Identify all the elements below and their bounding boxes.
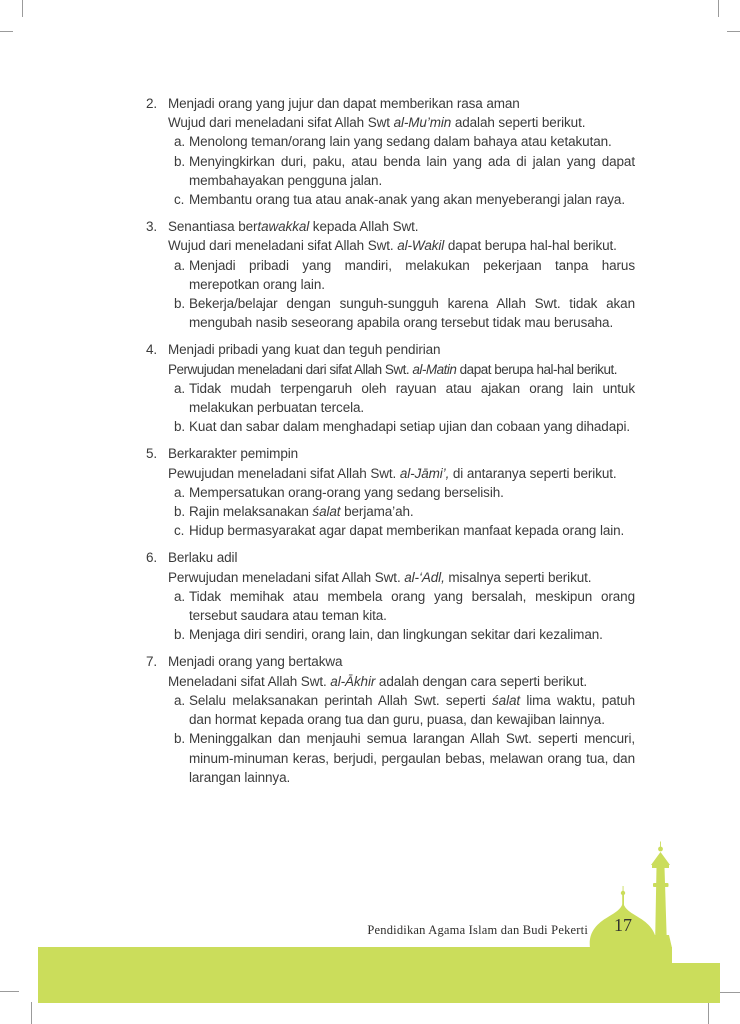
sub-item <box>174 417 635 436</box>
sub-letter: a. <box>174 134 186 150</box>
intro-text: Pewujudan meneladani sifat Allah Swt. <box>168 465 400 481</box>
sub-text <box>189 294 635 332</box>
arabic-term: śalat <box>312 504 341 520</box>
item-title <box>168 94 635 113</box>
item-title <box>168 444 635 463</box>
sub-letter: b. <box>174 296 186 312</box>
sub-text <box>189 256 635 294</box>
title-text: Berlaku adil <box>168 550 238 566</box>
sub-item <box>174 152 635 190</box>
sub-text-run: Tidak mudah terpengaruh oleh rayuan atau ajakan orang lain untuk melakukan perbuatan tercela. <box>189 380 635 416</box>
sub-text-run: Menjadi pribadi yang mandiri, melakukan pekerjaan tanpa harus merepotkan orang lain. <box>189 257 635 292</box>
item-intro <box>168 360 635 379</box>
sub-list <box>174 379 635 437</box>
sub-item <box>174 521 635 540</box>
intro-text: adalah seperti berikut. <box>451 115 586 131</box>
item-intro <box>168 113 635 132</box>
sub-list <box>174 587 635 645</box>
sub-list <box>174 483 635 541</box>
sub-text <box>189 152 635 190</box>
item-title <box>168 340 635 359</box>
sub-item <box>174 483 635 502</box>
arabic-term: tawakkal <box>257 219 310 235</box>
sub-item <box>174 625 635 644</box>
crop-mark-top-right-vertical <box>718 0 719 17</box>
title-text: Menjadi orang yang bertakwa <box>168 654 343 670</box>
arabic-term: al-Ākhir <box>330 673 376 689</box>
sub-text-run: Selalu melaksanakan perintah Allah Swt. seperti <box>189 692 493 708</box>
list-item-6 <box>146 548 635 644</box>
crop-mark-top-left-vertical <box>22 0 23 17</box>
sub-list <box>174 691 635 787</box>
sub-list <box>174 256 635 333</box>
sub-letter: b. <box>174 627 186 643</box>
sub-letter: a. <box>174 380 186 396</box>
sub-text <box>189 587 635 625</box>
sub-item <box>174 587 635 625</box>
sub-letter: a. <box>174 588 186 604</box>
intro-text: Perwujudan meneladani dari sifat Allah Swt. <box>168 361 413 377</box>
page-number: 17 <box>614 915 632 935</box>
item-number: 7. <box>146 654 158 670</box>
list-item-4 <box>146 340 635 436</box>
sub-letter: b. <box>174 419 186 435</box>
sub-text-run: Menyingkirkan duri, paku, atau benda lain yang ada di jalan yang dapat membahayakan pengguna jalan. <box>189 153 635 188</box>
arabic-term: al-‘Adl, <box>404 569 445 585</box>
item-intro <box>168 568 635 587</box>
title-text: Menjadi pribadi yang kuat dan teguh pendirian <box>168 342 441 358</box>
sub-text-run: Hidup bermasyarakat agar dapat memberikan manfaat kepada orang lain. <box>189 523 625 539</box>
sub-text <box>189 729 635 787</box>
sub-letter: a. <box>174 257 186 273</box>
title-text: Menjadi orang yang jujur dan dapat memberikan rasa aman <box>168 96 520 111</box>
intro-text: Perwujudan meneladani sifat Allah Swt. <box>168 569 405 585</box>
sub-text <box>189 502 635 521</box>
sub-text-run: Mempersatukan orang-orang yang sedang berselisih. <box>189 484 504 500</box>
sub-text-run: Tidak memihak atau membela orang yang bersalah, meskipun orang tersebut saudara atau teman kita. <box>189 588 635 624</box>
sub-letter: a. <box>174 484 186 500</box>
content-area <box>146 94 635 795</box>
arabic-term: al-Matin <box>412 361 457 377</box>
sub-item <box>174 132 635 151</box>
item-number: 6. <box>146 550 158 566</box>
intro-text: Wujud dari meneladani sifat Allah Swt. <box>168 238 398 254</box>
sub-text <box>189 190 635 209</box>
item-intro <box>168 236 635 255</box>
item-number: 4. <box>146 342 158 358</box>
sub-letter: a. <box>174 692 186 708</box>
sub-text <box>189 483 635 502</box>
item-number: 3. <box>146 219 158 235</box>
footer-book-title: Pendidikan Agama Islam dan Budi Pekerti <box>367 923 588 937</box>
item-number: 5. <box>146 446 158 462</box>
sub-letter: c. <box>174 192 185 208</box>
title-text: kepada Allah Swt. <box>309 219 419 235</box>
arabic-term: śalat <box>492 692 521 708</box>
sub-text <box>189 521 635 540</box>
arabic-term: al-Mu’min <box>393 115 452 131</box>
sub-text <box>189 625 635 644</box>
crop-mark-top-left-horizontal <box>0 31 13 32</box>
item-title <box>168 548 635 567</box>
sub-letter: c. <box>174 523 185 539</box>
sub-text-run: Bekerja/belajar dengan sunguh-sungguh karena Allah Swt. tidak akan mengubah nasib seseorang apabila orang tersebut tidak mau berusaha. <box>189 296 635 331</box>
intro-text: Meneladani sifat Allah Swt. <box>168 673 331 689</box>
sub-letter: b. <box>174 153 186 169</box>
intro-text: Wujud dari meneladani sifat Allah Swt <box>168 115 394 131</box>
footer-bar <box>38 947 672 1003</box>
title-text: Senantiasa ber <box>168 219 258 235</box>
intro-text: misalnya seperti berikut. <box>444 569 592 585</box>
intro-text: dapat berupa hal-hal berikut. <box>444 238 617 254</box>
sub-list <box>174 132 635 209</box>
sub-text-run: Kuat dan sabar dalam menghadapi setiap ujian dan cobaan yang dihadapi. <box>189 419 631 435</box>
intro-text: adalah dengan cara seperti berikut. <box>375 673 588 689</box>
arabic-term: al-Jāmi’, <box>399 465 450 481</box>
sub-letter: b. <box>174 731 186 747</box>
sub-item <box>174 729 635 787</box>
sub-text <box>189 417 635 436</box>
sub-text-run: Meninggalkan dan menjauhi semua larangan Allah Swt. seperti mencuri, minum-minuman keras, berjudi, pergaulan bebas, melawan orang tua, dan larangan lainnya. <box>189 731 635 785</box>
arabic-term: al-Wakil <box>397 238 445 254</box>
intro-text: di antaranya seperti berikut. <box>449 465 617 481</box>
sub-text <box>189 132 635 151</box>
sub-text <box>189 379 635 417</box>
sub-item <box>174 294 635 332</box>
list-item-3 <box>146 217 635 332</box>
item-number: 2. <box>146 96 158 111</box>
sub-item <box>174 691 635 729</box>
item-title <box>168 217 635 236</box>
sub-text-run: lima waktu, patuh dan hormat kepada orang tua dan guru, puasa, dan kewajiban lainnya. <box>189 692 635 728</box>
sub-letter: b. <box>174 504 186 520</box>
list-item-7 <box>146 652 635 786</box>
crop-mark-top-right-horizontal <box>727 31 740 32</box>
sub-text-run: Membantu orang tua atau anak-anak yang akan menyeberangi jalan raya. <box>189 192 625 208</box>
sub-text <box>189 691 635 729</box>
item-title <box>168 652 635 671</box>
title-text: Berkarakter pemimpin <box>168 446 299 462</box>
sub-item <box>174 379 635 417</box>
sub-item <box>174 502 635 521</box>
sub-item <box>174 190 635 209</box>
item-intro <box>168 464 635 483</box>
item-intro <box>168 672 635 691</box>
sub-item <box>174 256 635 294</box>
intro-text: dapat berupa hal-hal berikut. <box>456 361 618 377</box>
list-item-2 <box>146 94 635 209</box>
list-item-5 <box>146 444 635 540</box>
sub-text-run: Menjaga diri sendiri, orang lain, dan lingkungan sekitar dari kezaliman. <box>189 627 603 643</box>
sub-text-run: Menolong teman/orang lain yang sedang dalam bahaya atau ketakutan. <box>189 134 612 150</box>
sub-text-run: Rajin melaksanakan <box>189 504 313 520</box>
sub-text-run: berjama’ah. <box>340 504 414 520</box>
